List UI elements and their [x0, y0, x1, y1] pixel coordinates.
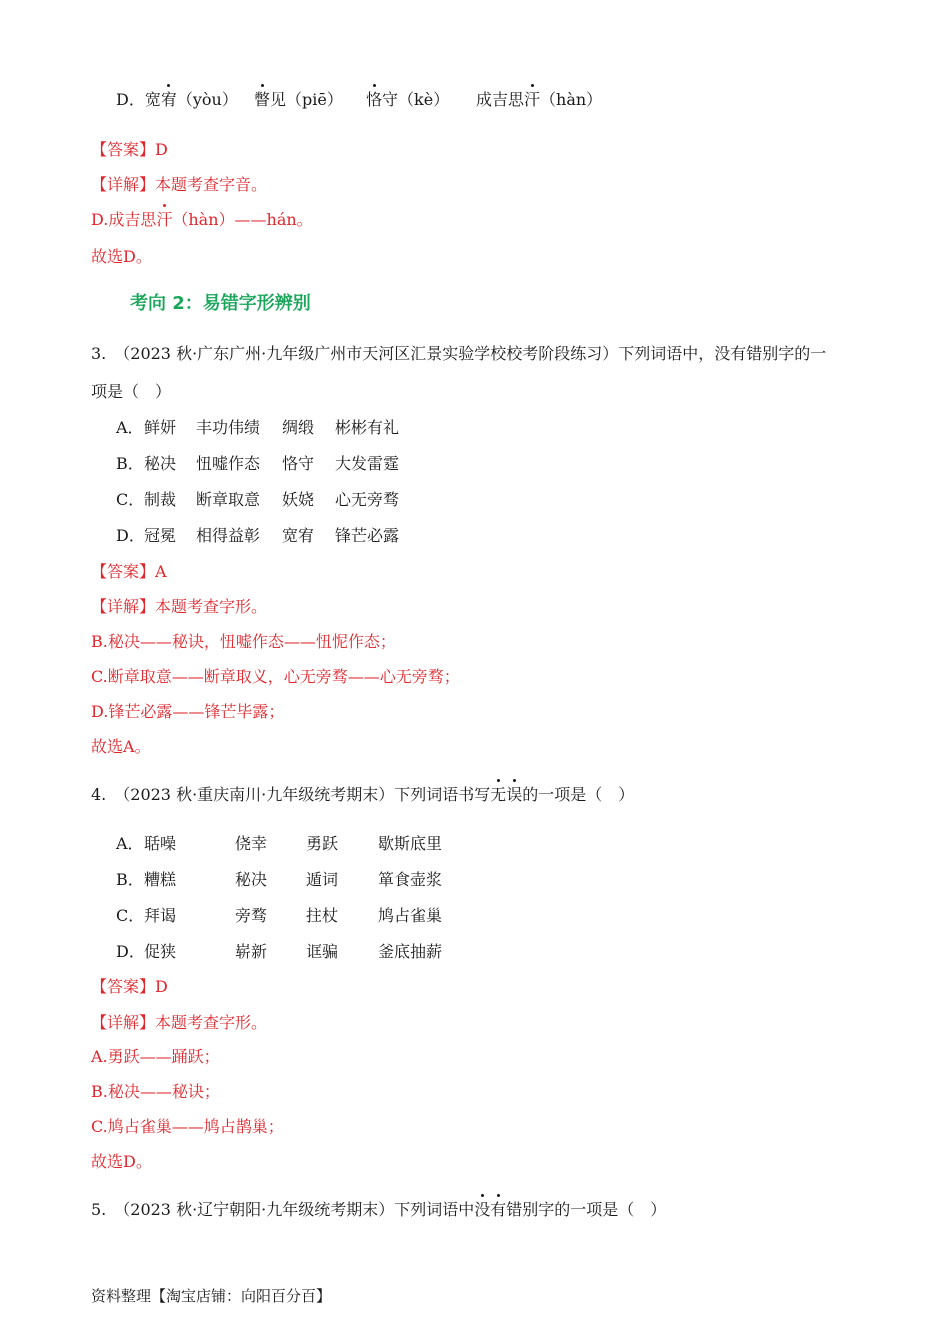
q3-explain-b: B.秘决——秘诀，忸嘘作态——忸怩作态； [91, 632, 396, 651]
dotted-char: 恪 [366, 90, 383, 109]
dotted-char: 宥 [160, 90, 177, 109]
pinyin: （kè） [398, 90, 450, 109]
q4-conclude: 故选D。 [91, 1152, 152, 1171]
q5-stem: 5. （2023 秋·辽宁朝阳·九年级统考期末）下列词语中没有错别字的一项是（ ） [91, 1200, 667, 1219]
q3-stem-line1: 3. （2023 秋·广东广州·九年级广州市天河区汇景实验学校校考阶段练习）下列词语中，没有错别字的一 [91, 344, 827, 363]
q3-stem-line2: 项是（ ） [91, 382, 172, 401]
q4-option-b: B． 糟糕 秘决 遁词 箪食壶浆 [116, 870, 443, 889]
pinyin: （hàn） [540, 90, 603, 109]
q3-explain-d: D.锋芒必露——锋芒毕露； [91, 702, 285, 721]
q3-option-c: C． 制裁 断章取意 妖娆 心无旁骛 [116, 490, 400, 509]
section-heading: 考向 2：易错字形辨别 [130, 293, 311, 314]
dotted-char: 瞥 [254, 90, 271, 109]
q4-answer: 【答案】D [91, 977, 168, 996]
q4-explain-a: A.勇跃——踊跃； [91, 1047, 220, 1066]
word: 守 [382, 90, 399, 109]
q4-option-a: A． 聒噪 侥幸 勇跃 歇斯底里 [116, 834, 443, 853]
q2-detail: 【详解】本题考查字音。 [91, 175, 268, 194]
page-footer: 资料整理【淘宝店铺：向阳百分百】 [91, 1287, 332, 1305]
q3-option-b: B． 秘决 忸嘘作态 恪守 大发雷霆 [116, 454, 400, 473]
word: 见 [270, 90, 287, 109]
dotted-char: 汗 [524, 90, 541, 109]
word: 成吉思 [476, 90, 525, 109]
q3-detail: 【详解】本题考查字形。 [91, 597, 268, 616]
pinyin: （yòu） [176, 90, 238, 109]
q4-explain-c: C.鸠占雀巢——鸠占鹊巢； [91, 1117, 284, 1136]
q4-stem: 4. （2023 秋·重庆南川·九年级统考期末）下列词语书写无误的一项是（ ） [91, 785, 635, 804]
option-label: D． [116, 90, 145, 109]
q2-explain: D.成吉思汗（hàn）——hán。 [91, 210, 313, 229]
q4-detail: 【详解】本题考查字形。 [91, 1013, 268, 1032]
q3-option-a: A． 鲜妍 丰功伟绩 绸缎 彬彬有礼 [116, 418, 400, 437]
q3-option-d: D． 冠冕 相得益彰 宽宥 锋芒必露 [116, 526, 400, 545]
q2-answer: 【答案】D [91, 140, 168, 159]
pinyin: （piē） [286, 90, 343, 109]
q3-answer: 【答案】A [91, 562, 167, 581]
q2-conclude: 故选D。 [91, 247, 152, 266]
q3-explain-c: C.断章取意——断章取义，心无旁骛——心无旁骛； [91, 667, 460, 686]
word: 宽 [144, 90, 161, 109]
q4-explain-b: B.秘决——秘诀； [91, 1082, 220, 1101]
q3-conclude: 故选A。 [91, 737, 151, 756]
q2-option-d [116, 89, 603, 111]
q4-option-d: D． 促狭 崭新 诓骗 釜底抽薪 [116, 942, 443, 961]
q4-option-c: C． 拜谒 旁骛 拄杖 鸠占雀巢 [116, 906, 443, 925]
